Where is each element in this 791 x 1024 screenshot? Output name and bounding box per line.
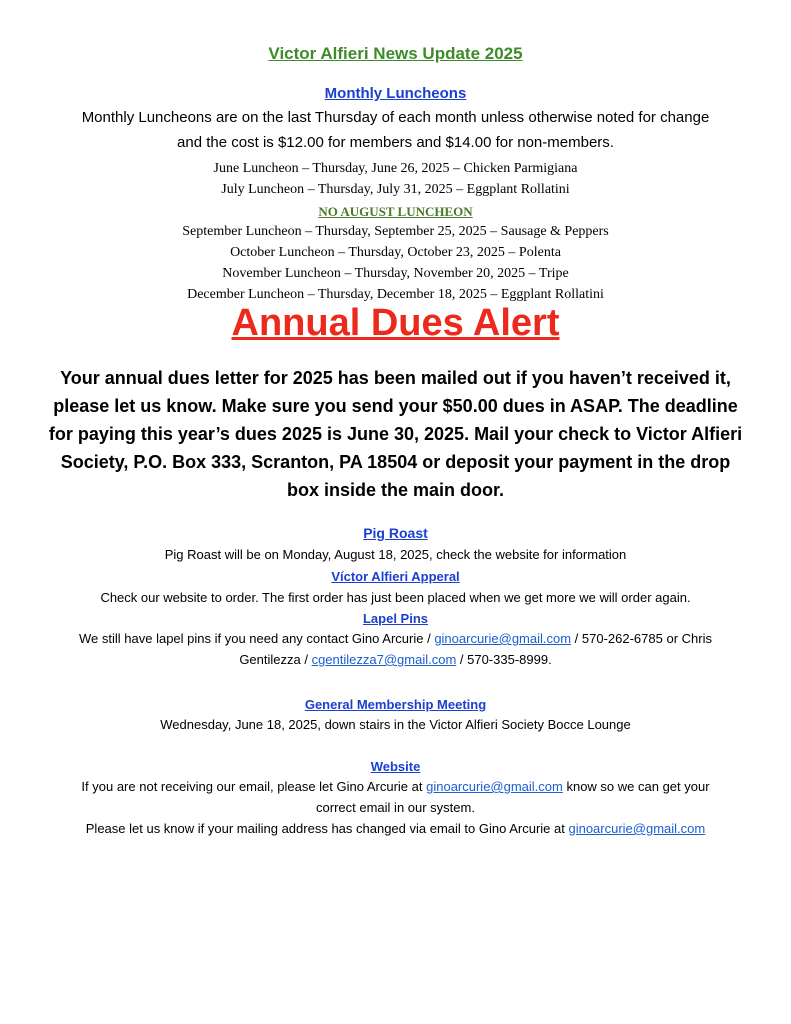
lapel-pins-text: / 570-335-8999. xyxy=(456,652,552,667)
email-link-gino[interactable]: ginoarcurie@gmail.com xyxy=(426,779,563,794)
email-link-chris[interactable]: cgentilezza7@gmail.com xyxy=(311,652,457,667)
website-line2: correct email in our system. xyxy=(316,800,475,815)
page-title: Victor Alfieri News Update 2025 xyxy=(268,44,523,63)
lapel-pins-line2 xyxy=(0,652,791,667)
luncheon-item: September Luncheon – Thursday, September 25, 2025 – Sausage & Peppers xyxy=(182,224,609,239)
luncheon-item: November Luncheon – Thursday, November 20, 2025 – Tripe xyxy=(222,266,569,281)
website-heading[interactable]: Website xyxy=(370,759,421,774)
no-august-luncheon-notice: NO AUGUST LUNCHEON xyxy=(318,204,473,219)
apparel-text: Check our website to order. The first order has just been placed when we get more we will order again. xyxy=(100,590,691,605)
website-line3 xyxy=(0,821,791,836)
luncheon-item: July Luncheon – Thursday, July 31, 2025 – Eggplant Rollatini xyxy=(221,182,570,197)
lapel-pins-text: / 570-262-6785 or Chris xyxy=(571,631,712,646)
lapel-pins-line1 xyxy=(0,631,791,646)
meeting-heading[interactable]: General Membership Meeting xyxy=(304,697,487,712)
luncheons-intro-line1: Monthly Luncheons are on the last Thursday of each month unless otherwise noted for change xyxy=(81,109,710,126)
dues-line: box inside the main door. xyxy=(286,480,505,500)
luncheons-intro-line2: and the cost is $12.00 for members and $14.00 for non-members. xyxy=(177,134,614,151)
website-text: Please let us know if your mailing address has changed via email to Gino Arcurie at xyxy=(85,821,569,836)
website-text: know so we can get your xyxy=(562,779,710,794)
lapel-pins-text: We still have lapel pins if you need any contact Gino Arcurie / xyxy=(79,631,435,646)
dues-line: Society, P.O. Box 333, Scranton, PA 18504 or deposit your payment in the drop xyxy=(60,452,731,472)
dues-line: for paying this year’s dues 2025 is June 30, 2025. Mail your check to Victor Alfieri xyxy=(48,424,743,444)
pig-roast-heading[interactable]: Pig Roast xyxy=(363,525,428,541)
lapel-pins-text: Gentilezza / xyxy=(239,652,312,667)
email-link-gino[interactable]: ginoarcurie@gmail.com xyxy=(568,821,706,836)
dues-line: please let us know. Make sure you send your $50.00 dues in ASAP. The deadline xyxy=(53,396,738,416)
luncheon-item: June Luncheon – Thursday, June 26, 2025 – Chicken Parmigiana xyxy=(213,161,578,176)
luncheons-heading[interactable]: Monthly Luncheons xyxy=(324,85,467,102)
apparel-heading[interactable]: Víctor Alfieri Apperal xyxy=(331,569,460,584)
luncheon-item: December Luncheon – Thursday, December 18, 2025 – Eggplant Rollatini xyxy=(187,287,604,302)
dues-line: Your annual dues letter for 2025 has been mailed out if you haven’t received it, xyxy=(60,368,731,388)
meeting-text: Wednesday, June 18, 2025, down stairs in the Victor Alfieri Society Bocce Lounge xyxy=(160,717,631,732)
website-line1 xyxy=(0,779,791,794)
pig-roast-text: Pig Roast will be on Monday, August 18, 2025, check the website for information xyxy=(164,547,627,562)
dues-alert-heading: Annual Dues Alert xyxy=(231,302,560,344)
lapel-pins-heading[interactable]: Lapel Pins xyxy=(362,611,429,626)
website-text: If you are not receiving our email, please let Gino Arcurie at xyxy=(81,779,427,794)
email-link-gino[interactable]: ginoarcurie@gmail.com xyxy=(434,631,572,646)
luncheon-item: October Luncheon – Thursday, October 23, 2025 – Polenta xyxy=(230,245,561,260)
